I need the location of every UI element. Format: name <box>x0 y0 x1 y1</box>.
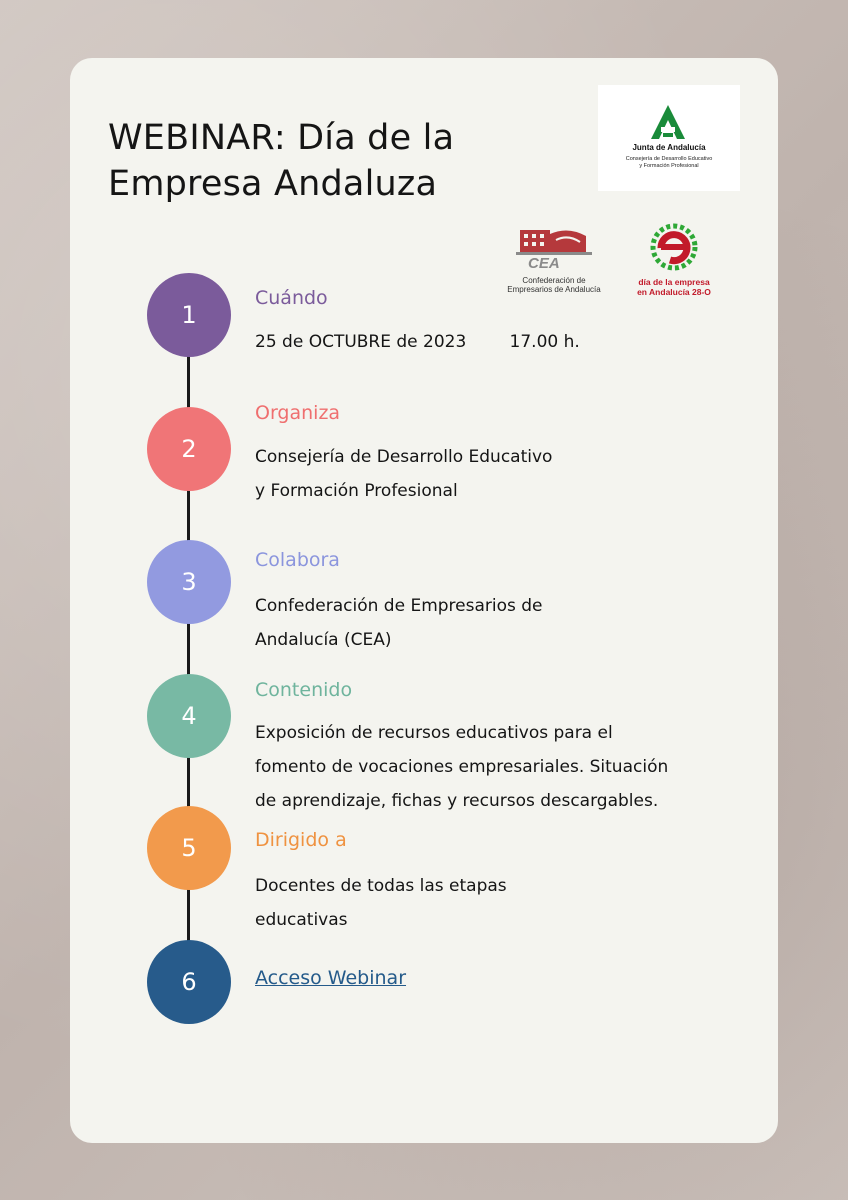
step-1-text <box>255 325 580 359</box>
step-2-circle: 2 <box>147 407 231 491</box>
step-6-circle: 6 <box>147 940 231 1024</box>
step-5-label: Dirigido a <box>255 829 347 851</box>
dia-e-icon <box>650 222 698 272</box>
step-2-line-1: Consejería de Desarrollo Educativo <box>255 447 553 467</box>
step-1-label: Cuándo <box>255 287 328 309</box>
junta-sub-line-2: y Formación Profesional <box>639 163 699 169</box>
dia-empresa-logo <box>626 222 722 302</box>
step-1-line-1: 25 de OCTUBRE de 2023 17.00 h. <box>255 332 580 352</box>
junta-andalucia-logo <box>598 85 740 191</box>
cea-abbreviation: CEA <box>528 255 560 272</box>
step-3-line-1: Confederación de Empresarios de <box>255 596 543 616</box>
step-4-line-1: Exposición de recursos educativos para el <box>255 723 613 743</box>
title-line-1: WEBINAR: Día de la <box>108 118 455 158</box>
junta-subtitle <box>598 156 740 170</box>
step-2-text <box>255 440 552 508</box>
step-3-line-2: Andalucía (CEA) <box>255 630 392 650</box>
cea-building-icon <box>516 224 592 256</box>
junta-name: Junta de Andalucía <box>632 143 706 152</box>
step-5-line-2: educativas <box>255 910 348 930</box>
step-4-line-3: de aprendizaje, fichas y recursos descargables. <box>255 791 659 811</box>
step-1-circle: 1 <box>147 273 231 357</box>
step-5-circle: 5 <box>147 806 231 890</box>
page-title <box>108 115 568 207</box>
junta-sub-line-1: Consejería de Desarrollo Educativo <box>625 156 713 162</box>
webinar-access-link[interactable]: Acceso Webinar <box>255 967 407 989</box>
step-4-line-2: fomento de vocaciones empresariales. Situación <box>255 757 669 777</box>
cea-logo <box>490 224 618 298</box>
step-3-label: Colabora <box>255 549 340 571</box>
cea-line-2: Empresarios de Andalucía <box>507 285 601 294</box>
step-3-circle: 3 <box>147 540 231 624</box>
cea-fullname <box>490 276 618 294</box>
title-line-2: Empresa Andaluza <box>108 164 438 204</box>
dia-line-1: día de la empresa <box>638 277 710 287</box>
step-3-text <box>255 589 543 657</box>
cea-line-1: Confederación de <box>522 276 586 285</box>
step-5-line-1: Docentes de todas las etapas <box>255 876 507 896</box>
step-4-label: Contenido <box>255 679 353 701</box>
step-4-text <box>255 716 668 818</box>
dia-empresa-text <box>626 277 722 297</box>
junta-a-icon <box>648 103 688 141</box>
step-2-line-2: y Formación Profesional <box>255 481 458 501</box>
step-2-label: Organiza <box>255 402 341 424</box>
step-5-text <box>255 869 507 937</box>
dia-line-2: en Andalucía 28-O <box>637 287 711 297</box>
step-4-circle: 4 <box>147 674 231 758</box>
